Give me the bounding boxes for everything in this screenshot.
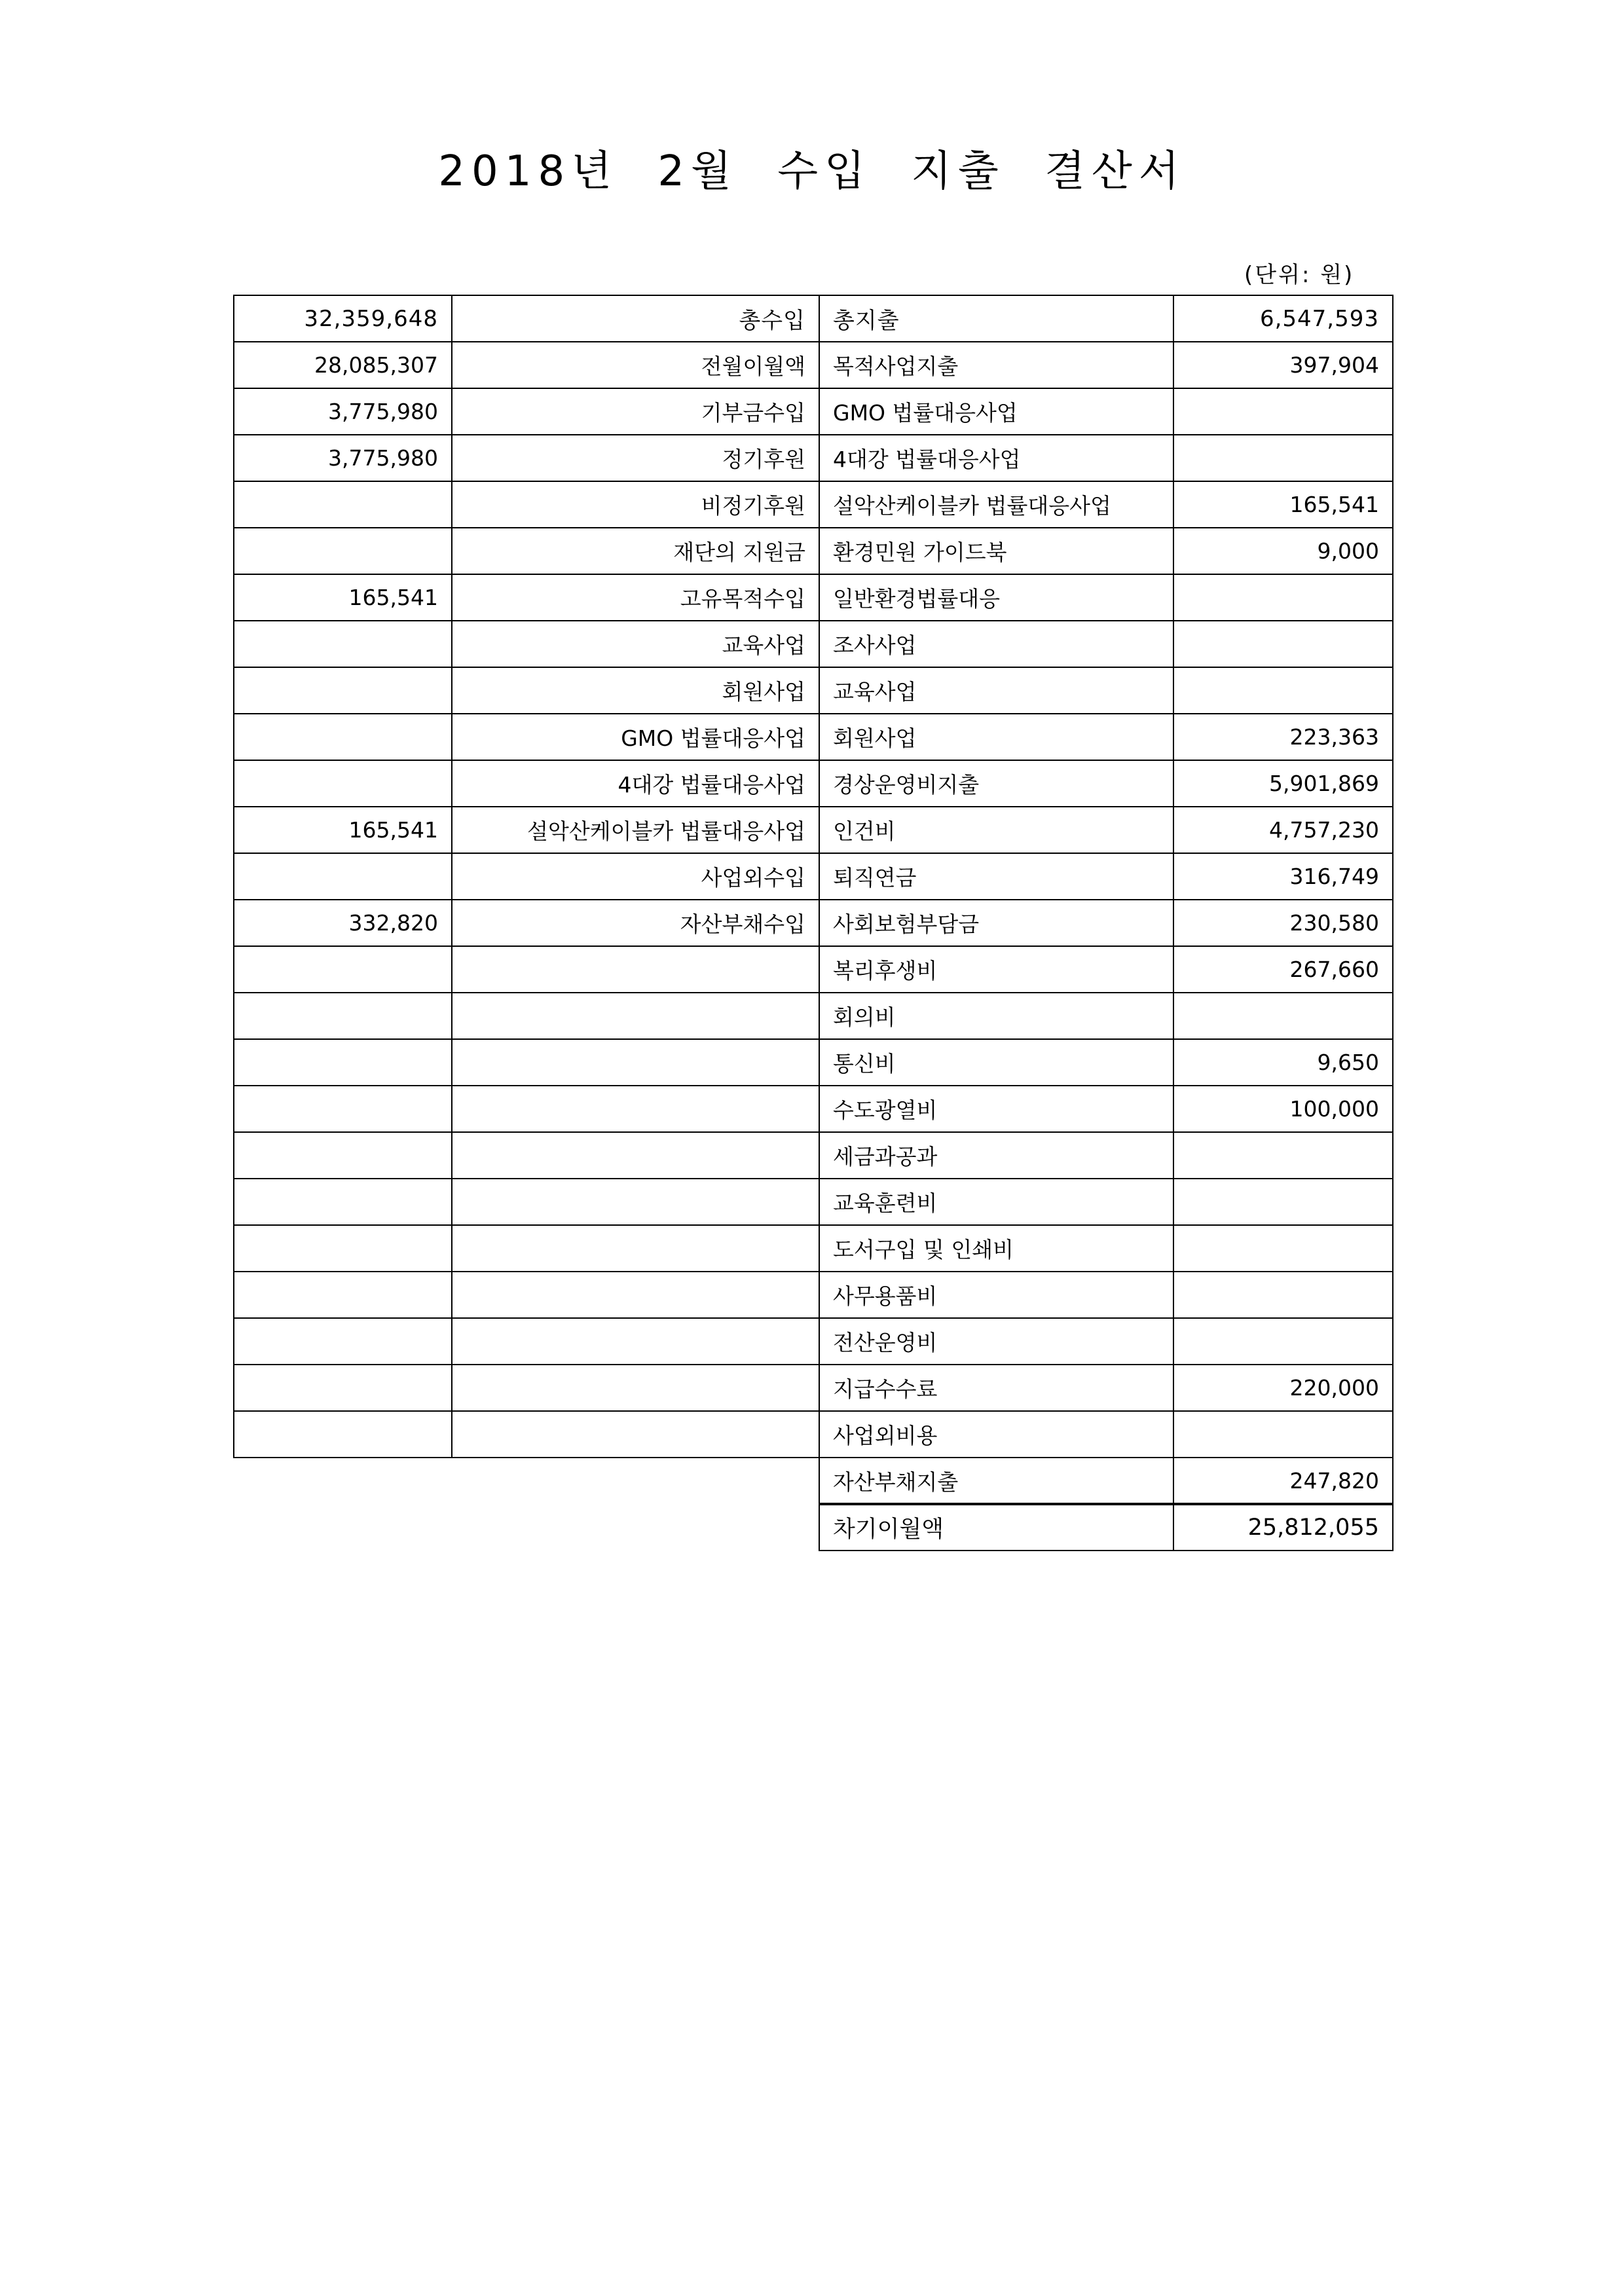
expense-amount-cell: 6,547,593 bbox=[1173, 295, 1393, 342]
table-row bbox=[234, 1086, 1393, 1132]
expense-label-cell: 교육사업 bbox=[819, 667, 1173, 714]
expense-amount-cell: 247,820 bbox=[1173, 1458, 1393, 1504]
expense-label-cell: 일반환경법률대응 bbox=[819, 574, 1173, 621]
expense-amount-cell: 9,650 bbox=[1173, 1039, 1393, 1086]
income-amount-cell: 3,775,980 bbox=[234, 435, 452, 481]
income-amount-cell bbox=[234, 1318, 452, 1365]
income-amount-cell bbox=[234, 1179, 452, 1225]
table-row bbox=[234, 1179, 1393, 1225]
expense-label-cell: GMO 법률대응사업 bbox=[819, 388, 1173, 435]
expense-label-cell: 설악산케이블카 법률대응사업 bbox=[819, 481, 1173, 528]
expense-amount-cell: 230,580 bbox=[1173, 900, 1393, 946]
income-amount-cell: 32,359,648 bbox=[234, 295, 452, 342]
table-row bbox=[234, 1039, 1393, 1086]
empty-cell bbox=[234, 1504, 452, 1551]
expense-label-cell: 퇴직연금 bbox=[819, 853, 1173, 900]
expense-amount-cell bbox=[1173, 1179, 1393, 1225]
table-row bbox=[234, 435, 1393, 481]
income-label-cell: 고유목적수입 bbox=[452, 574, 819, 621]
expense-label-cell: 4대강 법률대응사업 bbox=[819, 435, 1173, 481]
expense-label-cell: 지급수수료 bbox=[819, 1365, 1173, 1411]
expense-label-cell: 조사사업 bbox=[819, 621, 1173, 667]
income-amount-cell bbox=[234, 481, 452, 528]
table-row bbox=[234, 1365, 1393, 1411]
expense-amount-cell: 5,901,869 bbox=[1173, 760, 1393, 807]
income-label-cell bbox=[452, 1365, 819, 1411]
table-row bbox=[234, 528, 1393, 574]
expense-amount-cell: 165,541 bbox=[1173, 481, 1393, 528]
table-row bbox=[234, 295, 1393, 342]
carryover-label-cell: 차기이월액 bbox=[819, 1504, 1173, 1551]
income-amount-cell bbox=[234, 528, 452, 574]
expense-amount-cell: 220,000 bbox=[1173, 1365, 1393, 1411]
income-amount-cell bbox=[234, 1365, 452, 1411]
expense-amount-cell bbox=[1173, 574, 1393, 621]
income-label-cell: 정기후원 bbox=[452, 435, 819, 481]
income-label-cell bbox=[452, 1132, 819, 1179]
empty-cell bbox=[234, 1458, 452, 1504]
expense-label-cell: 교육훈련비 bbox=[819, 1179, 1173, 1225]
table-row bbox=[234, 342, 1393, 388]
income-label-cell bbox=[452, 993, 819, 1039]
income-amount-cell bbox=[234, 993, 452, 1039]
income-amount-cell: 165,541 bbox=[234, 807, 452, 853]
table-row bbox=[234, 760, 1393, 807]
expense-amount-cell: 316,749 bbox=[1173, 853, 1393, 900]
document-title: 2018년 2월 수입 지출 결산서 bbox=[438, 147, 1186, 196]
expense-amount-cell bbox=[1173, 667, 1393, 714]
expense-amount-cell: 267,660 bbox=[1173, 946, 1393, 993]
table-row bbox=[234, 1318, 1393, 1365]
carryover-amount-cell: 25,812,055 bbox=[1173, 1504, 1393, 1551]
expense-label-cell: 경상운영비지출 bbox=[819, 760, 1173, 807]
expense-amount-cell bbox=[1173, 435, 1393, 481]
table-row bbox=[234, 1504, 1393, 1551]
table-row bbox=[234, 900, 1393, 946]
expense-label-cell: 세금과공과 bbox=[819, 1132, 1173, 1179]
expense-amount-cell bbox=[1173, 1132, 1393, 1179]
income-label-cell bbox=[452, 946, 819, 993]
expense-amount-cell: 4,757,230 bbox=[1173, 807, 1393, 853]
income-amount-cell bbox=[234, 946, 452, 993]
income-amount-cell bbox=[234, 760, 452, 807]
table-row bbox=[234, 1458, 1393, 1504]
income-label-cell bbox=[452, 1272, 819, 1318]
income-label-cell: 설악산케이블카 법률대응사업 bbox=[452, 807, 819, 853]
table-row bbox=[234, 667, 1393, 714]
expense-label-cell: 목적사업지출 bbox=[819, 342, 1173, 388]
table-row bbox=[234, 621, 1393, 667]
income-amount-cell bbox=[234, 621, 452, 667]
income-amount-cell bbox=[234, 1086, 452, 1132]
table-row bbox=[234, 946, 1393, 993]
expense-label-cell: 사회보험부담금 bbox=[819, 900, 1173, 946]
expense-label-cell: 총지출 bbox=[819, 295, 1173, 342]
table-row bbox=[234, 1272, 1393, 1318]
table-row bbox=[234, 714, 1393, 760]
table-row bbox=[234, 853, 1393, 900]
expense-label-cell: 수도광열비 bbox=[819, 1086, 1173, 1132]
income-label-cell bbox=[452, 1411, 819, 1458]
table-row bbox=[234, 807, 1393, 853]
expense-label-cell: 사업외비용 bbox=[819, 1411, 1173, 1458]
expense-label-cell: 환경민원 가이드북 bbox=[819, 528, 1173, 574]
income-label-cell: 회원사업 bbox=[452, 667, 819, 714]
expense-label-cell: 통신비 bbox=[819, 1039, 1173, 1086]
table-row bbox=[234, 993, 1393, 1039]
income-amount-cell bbox=[234, 1039, 452, 1086]
income-amount-cell bbox=[234, 1272, 452, 1318]
income-label-cell: 4대강 법률대응사업 bbox=[452, 760, 819, 807]
expense-amount-cell: 9,000 bbox=[1173, 528, 1393, 574]
expense-label-cell: 회원사업 bbox=[819, 714, 1173, 760]
table-row bbox=[234, 574, 1393, 621]
income-label-cell bbox=[452, 1225, 819, 1272]
income-label-cell: 자산부채수입 bbox=[452, 900, 819, 946]
expense-amount-cell bbox=[1173, 1411, 1393, 1458]
expense-label-cell: 도서구입 및 인쇄비 bbox=[819, 1225, 1173, 1272]
income-label-cell: 교육사업 bbox=[452, 621, 819, 667]
expense-label-cell: 사무용품비 bbox=[819, 1272, 1173, 1318]
income-label-cell: 전월이월액 bbox=[452, 342, 819, 388]
income-label-cell: GMO 법률대응사업 bbox=[452, 714, 819, 760]
income-amount-cell: 332,820 bbox=[234, 900, 452, 946]
table-row bbox=[234, 1132, 1393, 1179]
income-label-cell bbox=[452, 1039, 819, 1086]
expense-amount-cell: 397,904 bbox=[1173, 342, 1393, 388]
income-label-cell: 총수입 bbox=[452, 295, 819, 342]
income-amount-cell bbox=[234, 1411, 452, 1458]
income-amount-cell bbox=[234, 1132, 452, 1179]
settlement-table bbox=[233, 295, 1393, 1551]
expense-amount-cell bbox=[1173, 993, 1393, 1039]
table-row bbox=[234, 1225, 1393, 1272]
table-row bbox=[234, 481, 1393, 528]
expense-amount-cell: 100,000 bbox=[1173, 1086, 1393, 1132]
table-row bbox=[234, 1411, 1393, 1458]
expense-label-cell: 인건비 bbox=[819, 807, 1173, 853]
unit-note: (단위: 원) bbox=[1244, 262, 1355, 288]
income-label-cell: 재단의 지원금 bbox=[452, 528, 819, 574]
expense-amount-cell bbox=[1173, 1272, 1393, 1318]
income-label-cell bbox=[452, 1086, 819, 1132]
income-label-cell bbox=[452, 1179, 819, 1225]
income-amount-cell: 3,775,980 bbox=[234, 388, 452, 435]
expense-amount-cell: 223,363 bbox=[1173, 714, 1393, 760]
expense-amount-cell bbox=[1173, 621, 1393, 667]
income-amount-cell: 165,541 bbox=[234, 574, 452, 621]
expense-label-cell: 복리후생비 bbox=[819, 946, 1173, 993]
income-label-cell: 기부금수입 bbox=[452, 388, 819, 435]
income-label-cell bbox=[452, 1318, 819, 1365]
empty-cell bbox=[452, 1458, 819, 1504]
expense-label-cell: 회의비 bbox=[819, 993, 1173, 1039]
expense-label-cell: 자산부채지출 bbox=[819, 1458, 1173, 1504]
income-label-cell: 사업외수입 bbox=[452, 853, 819, 900]
table-row bbox=[234, 388, 1393, 435]
expense-label-cell: 전산운영비 bbox=[819, 1318, 1173, 1365]
expense-amount-cell bbox=[1173, 388, 1393, 435]
income-amount-cell bbox=[234, 667, 452, 714]
empty-cell bbox=[452, 1504, 819, 1551]
income-label-cell: 비정기후원 bbox=[452, 481, 819, 528]
income-amount-cell: 28,085,307 bbox=[234, 342, 452, 388]
income-amount-cell bbox=[234, 1225, 452, 1272]
income-amount-cell bbox=[234, 853, 452, 900]
income-amount-cell bbox=[234, 714, 452, 760]
expense-amount-cell bbox=[1173, 1225, 1393, 1272]
expense-amount-cell bbox=[1173, 1318, 1393, 1365]
